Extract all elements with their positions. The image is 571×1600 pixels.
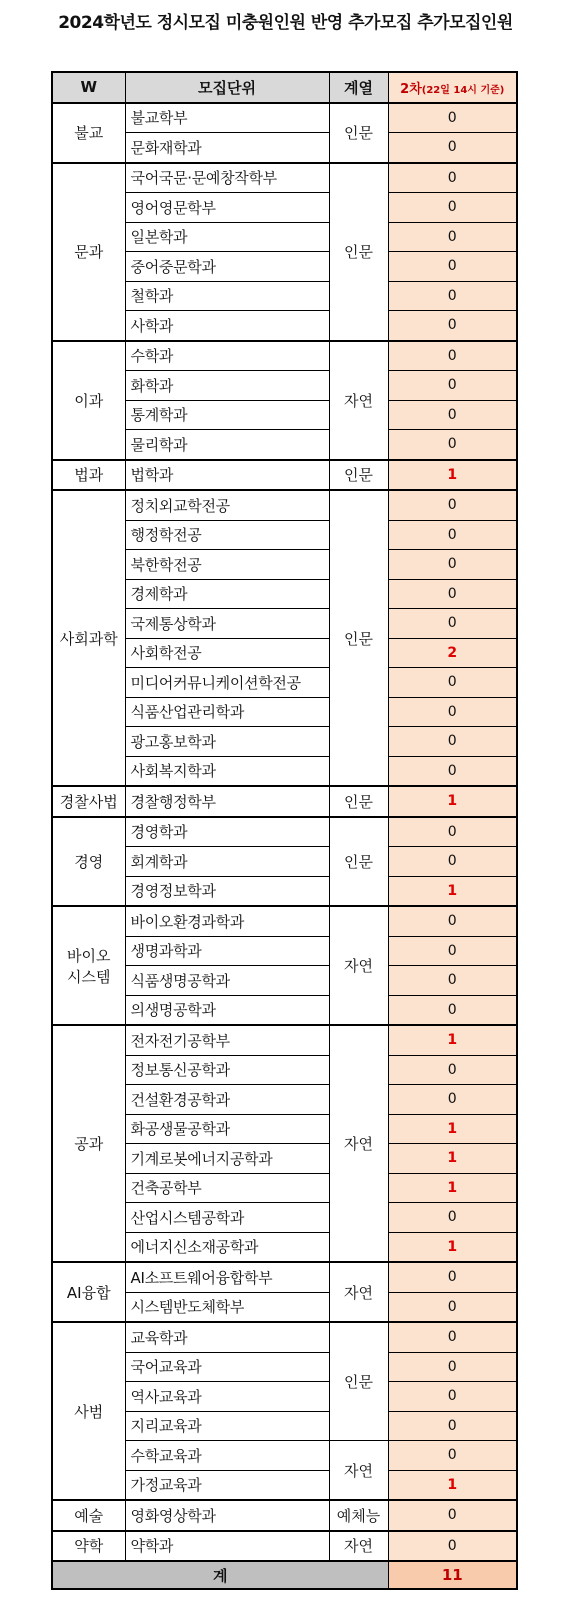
value-cell: 0 — [388, 697, 517, 727]
unit-cell: 정치외교학전공 — [125, 490, 329, 520]
table-row — [52, 1500, 517, 1531]
unit-cell: 식품산업관리학과 — [125, 697, 329, 727]
unit-cell: 산업시스템공학과 — [125, 1203, 329, 1233]
total-label: 계 — [52, 1561, 388, 1589]
value-cell: 0 — [388, 817, 517, 847]
college-cell: 이과 — [52, 341, 125, 460]
unit-cell: 국어교육과 — [125, 1352, 329, 1382]
series-cell: 예체능 — [329, 1500, 388, 1531]
series-cell: 자연 — [329, 341, 388, 460]
value-cell: 0 — [388, 1382, 517, 1412]
value-cell: 0 — [388, 995, 517, 1025]
value-cell: 1 — [388, 1232, 517, 1262]
unit-cell: 전자전기공학부 — [125, 1025, 329, 1055]
unit-cell: 경영정보학과 — [125, 876, 329, 906]
value-cell: 0 — [388, 193, 517, 223]
unit-cell: 화학과 — [125, 371, 329, 401]
value-cell: 0 — [388, 756, 517, 786]
value-cell: 0 — [388, 550, 517, 580]
table-row — [52, 1262, 517, 1292]
series-cell: 인문 — [329, 1322, 388, 1441]
unit-cell: 생명과학과 — [125, 936, 329, 966]
unit-cell: 중어중문학과 — [125, 252, 329, 282]
unit-cell: 화공생물공학과 — [125, 1114, 329, 1144]
value-cell: 1 — [388, 876, 517, 906]
table-row — [52, 786, 517, 817]
unit-cell: AI소프트웨어융합학부 — [125, 1262, 329, 1292]
value-cell: 0 — [388, 222, 517, 252]
value-cell: 0 — [388, 430, 517, 460]
college-cell: AI융합 — [52, 1262, 125, 1322]
unit-cell: 정보통신공학과 — [125, 1055, 329, 1085]
value-cell: 1 — [388, 460, 517, 491]
table-row — [52, 906, 517, 936]
value-cell: 1 — [388, 1025, 517, 1055]
unit-cell: 미디어커뮤니케이션학전공 — [125, 668, 329, 698]
value-cell: 0 — [388, 1322, 517, 1352]
value-cell: 0 — [388, 1203, 517, 1233]
value-cell: 1 — [388, 1144, 517, 1174]
unit-cell: 문화재학과 — [125, 133, 329, 163]
value-cell: 1 — [388, 1470, 517, 1500]
college-cell: 법과 — [52, 460, 125, 491]
value-cell: 0 — [388, 906, 517, 936]
value-cell: 1 — [388, 1173, 517, 1203]
table-row — [52, 817, 517, 847]
unit-cell: 회계학과 — [125, 847, 329, 877]
unit-cell: 에너지신소재공학과 — [125, 1232, 329, 1262]
college-cell: 문과 — [52, 163, 125, 341]
value-cell: 0 — [388, 341, 517, 371]
series-cell: 자연 — [329, 906, 388, 1025]
table-row — [52, 460, 517, 491]
page-title: 2024학년도 정시모집 미충원인원 반영 추가모집 추가모집인원 — [58, 13, 513, 33]
value-cell: 2 — [388, 638, 517, 668]
college-cell: 사회과학 — [52, 490, 125, 786]
value-cell: 0 — [388, 371, 517, 401]
unit-cell: 사회학전공 — [125, 638, 329, 668]
unit-cell: 경제학과 — [125, 579, 329, 609]
table-row — [52, 1322, 517, 1352]
value-cell: 0 — [388, 609, 517, 639]
unit-cell: 역사교육과 — [125, 1382, 329, 1412]
college-cell: 사범 — [52, 1322, 125, 1500]
value-cell: 0 — [388, 1411, 517, 1441]
total-row — [52, 1561, 517, 1589]
value-cell: 0 — [388, 311, 517, 341]
unit-cell: 지리교육과 — [125, 1411, 329, 1441]
table-row — [52, 103, 517, 133]
header-round-note: (22일 14시 기준) — [421, 84, 505, 96]
series-cell: 인문 — [329, 460, 388, 491]
value-cell: 0 — [388, 1262, 517, 1292]
unit-cell: 통계학과 — [125, 400, 329, 430]
value-cell: 0 — [388, 847, 517, 877]
unit-cell: 건축공학부 — [125, 1173, 329, 1203]
value-cell: 0 — [388, 1500, 517, 1531]
header-round-main: 2차 — [400, 81, 422, 97]
unit-cell: 영어영문학부 — [125, 193, 329, 223]
recruitment-table — [51, 71, 518, 1590]
unit-cell: 물리학과 — [125, 430, 329, 460]
series-cell: 인문 — [329, 786, 388, 817]
value-cell: 1 — [388, 1114, 517, 1144]
value-cell: 0 — [388, 966, 517, 996]
unit-cell: 바이오환경과학과 — [125, 906, 329, 936]
value-cell: 0 — [388, 252, 517, 282]
value-cell: 1 — [388, 786, 517, 817]
table-row — [52, 1531, 517, 1562]
table-row — [52, 163, 517, 193]
value-cell: 0 — [388, 490, 517, 520]
value-cell: 0 — [388, 103, 517, 133]
unit-cell: 수학교육과 — [125, 1441, 329, 1471]
value-cell: 0 — [388, 163, 517, 193]
value-cell: 0 — [388, 1531, 517, 1562]
unit-cell: 국제통상학과 — [125, 609, 329, 639]
college-cell: 예술 — [52, 1500, 125, 1531]
series-cell: 자연 — [329, 1441, 388, 1501]
unit-cell: 일본학과 — [125, 222, 329, 252]
value-cell: 0 — [388, 1085, 517, 1115]
header-row — [52, 72, 517, 103]
series-cell: 자연 — [329, 1262, 388, 1322]
college-cell: 불교 — [52, 103, 125, 163]
unit-cell: 경찰행정학부 — [125, 786, 329, 817]
unit-cell: 가정교육과 — [125, 1470, 329, 1500]
unit-cell: 의생명공학과 — [125, 995, 329, 1025]
series-cell: 자연 — [329, 1531, 388, 1562]
value-cell: 0 — [388, 1292, 517, 1322]
unit-cell: 불교학부 — [125, 103, 329, 133]
value-cell: 0 — [388, 1055, 517, 1085]
value-cell: 0 — [388, 668, 517, 698]
value-cell: 0 — [388, 281, 517, 311]
unit-cell: 북한학전공 — [125, 550, 329, 580]
table-body — [52, 103, 517, 1562]
college-cell: 경찰사법 — [52, 786, 125, 817]
header-series: 계열 — [329, 72, 388, 103]
unit-cell: 행정학전공 — [125, 520, 329, 550]
header-unit: 모집단위 — [125, 72, 329, 103]
unit-cell: 사학과 — [125, 311, 329, 341]
unit-cell: 국어국문·문예창작학부 — [125, 163, 329, 193]
value-cell: 0 — [388, 579, 517, 609]
value-cell: 0 — [388, 1352, 517, 1382]
value-cell: 0 — [388, 936, 517, 966]
unit-cell: 약학과 — [125, 1531, 329, 1562]
college-cell: 경영 — [52, 817, 125, 907]
unit-cell: 법학과 — [125, 460, 329, 491]
table-row — [52, 341, 517, 371]
header-college: W — [52, 72, 125, 103]
series-cell: 자연 — [329, 1025, 388, 1262]
table-row — [52, 490, 517, 520]
unit-cell: 철학과 — [125, 281, 329, 311]
value-cell: 0 — [388, 727, 517, 757]
table-row — [52, 1025, 517, 1055]
series-cell: 인문 — [329, 817, 388, 907]
series-cell: 인문 — [329, 103, 388, 163]
value-cell: 0 — [388, 1441, 517, 1471]
unit-cell: 사회복지학과 — [125, 756, 329, 786]
college-cell: 공과 — [52, 1025, 125, 1262]
value-cell: 0 — [388, 520, 517, 550]
unit-cell: 시스템반도체학부 — [125, 1292, 329, 1322]
total-value: 11 — [388, 1561, 517, 1589]
unit-cell: 수학과 — [125, 341, 329, 371]
value-cell: 0 — [388, 400, 517, 430]
header-round — [388, 72, 517, 103]
unit-cell: 경영학과 — [125, 817, 329, 847]
college-cell: 바이오 시스템 — [52, 906, 125, 1025]
unit-cell: 영화영상학과 — [125, 1500, 329, 1531]
college-cell: 약학 — [52, 1531, 125, 1562]
unit-cell: 광고홍보학과 — [125, 727, 329, 757]
unit-cell: 건설환경공학과 — [125, 1085, 329, 1115]
unit-cell: 기계로봇에너지공학과 — [125, 1144, 329, 1174]
series-cell: 인문 — [329, 490, 388, 786]
series-cell: 인문 — [329, 163, 388, 341]
unit-cell: 식품생명공학과 — [125, 966, 329, 996]
value-cell: 0 — [388, 133, 517, 163]
unit-cell: 교육학과 — [125, 1322, 329, 1352]
